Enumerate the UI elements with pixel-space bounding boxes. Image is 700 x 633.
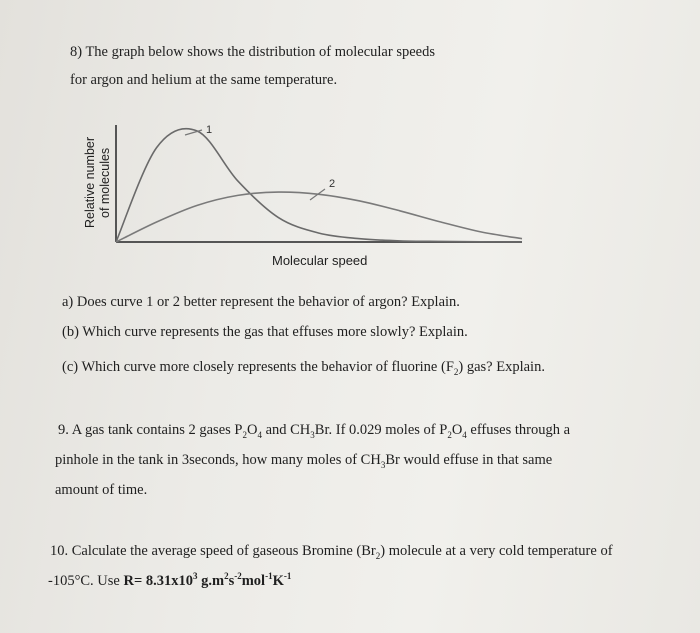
curve-1-label: 1	[206, 124, 213, 136]
curve-1	[116, 129, 522, 242]
q9-line2: pinhole in the tank in 3seconds, how many moles of $CH_3Br$ would effuse in that same	[55, 452, 553, 470]
q8-part-a: a) Does curve 1 or 2 better represent the behavior of argon? Explain.	[62, 294, 460, 310]
y-axis-label-line2: of molecules	[98, 147, 112, 218]
curve-2	[116, 192, 522, 242]
q8-line1: 8) The graph below shows the distribution of molecular speeds	[70, 44, 435, 60]
curve-2-label: 2	[329, 178, 336, 190]
q8-line2: for argon and helium at the same temperature.	[70, 72, 338, 88]
q10-line2: -105°C. Use $R= 8.31x10^3$ $g.m^2s^{-2}mol^{-1}K^{-1}$	[48, 571, 292, 589]
x-axis-label: Molecular speed	[272, 253, 368, 268]
q8-part-b: (b) Which curve represents the gas that effuses more slowly? Explain.	[62, 324, 468, 340]
speed-distribution-chart	[70, 115, 550, 275]
q9-line1: 9. A gas tank contains 2 gases $P_2O_4$ and $CH_3Br$. If 0.029 moles of $P_2O_4$ effuses through a	[58, 422, 571, 440]
q9-line3: amount of time.	[55, 482, 148, 498]
q8-part-c: (c) Which curve more closely represents the behavior of fluorine $(F_2)$ gas? Explain.	[62, 359, 545, 377]
q10-line1: 10. Calculate the average speed of gaseous Bromine $(Br_2)$ molecule at a very cold temperature of	[50, 543, 613, 561]
y-axis-label-line1: Relative number	[83, 136, 97, 228]
